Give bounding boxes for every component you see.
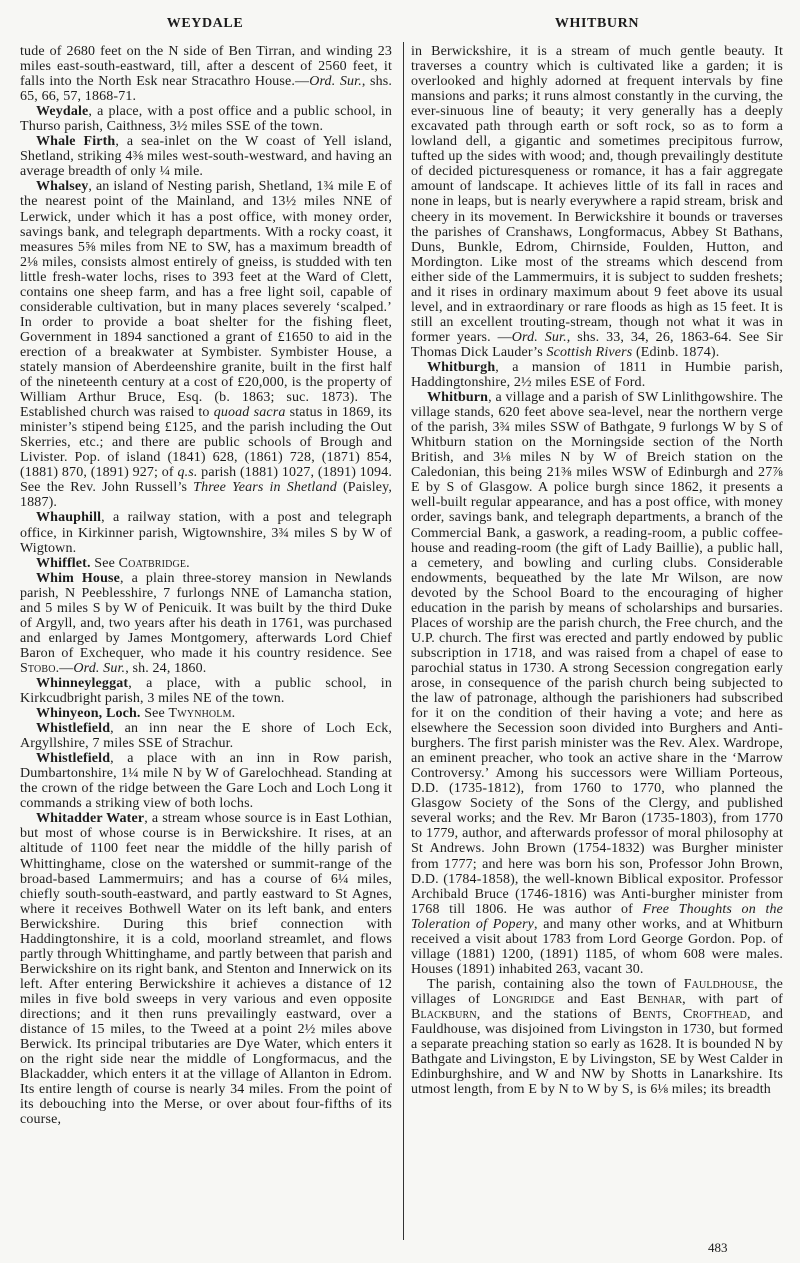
gazetteer-entry [20,510,392,555]
italic-text: Scottish Rivers [546,344,633,360]
entry-text: See [90,555,119,571]
cross-reference: Stobo [20,660,56,676]
entry-text: , shs. 65, 66, 57, 1868-71. [20,74,392,105]
gazetteer-entry [411,44,783,360]
gazetteer-entry [411,360,783,390]
entry-headword: Whitburn [427,390,489,406]
cross-reference: Crofthead [683,1007,748,1022]
running-header-right: WHITBURN [554,16,640,31]
entry-text: parish (1881) 1027, (1891) 1094. See the Rev. John Russell’s [20,465,392,496]
cross-reference: Twynholm [168,706,232,722]
entry-text: , a sea-inlet on the W coast of Yell island, Shetland, striking 4⅜ miles west-south-westward, and having an average breadth of only ¼ mile. [20,134,392,180]
entry-text: , [667,1007,684,1022]
cross-reference: Bents [632,1007,668,1022]
entry-headword: Whistlefield [36,721,111,737]
entry-text: , a stream whose source is in East Lothian, but most of whose course is in Berwickshire. It rises, at an altitude of 1100 feet near the middle of the hilly parish of Whittinghame, close on the watershed or summit-range of the broad-based Lammermuirs; and has a course of 6¼ miles, chiefly south-south-eastward, and partly eastward to St Agnes, where it receives Bothwell Water on its left bank, and enters Berwickshire. During this brief connection with Haddingtonshire, it is a cold, moorland streamlet, and flows partly through Whittinghame, and partly between that parish and Berwickshire on its right bank, and Stenton and Innerwick on its left. After entering Berwickshire it achieves a distance of 12 miles in five bold sweeps in very various and even opposite directions; and it then runs prevailingly eastward, over a distance of 15 miles, to the Tweed at a point 2½ miles above Berwick. Its principal tributaries are Dye Water, which enters it on the right side near the middle of Longformacus, and the Blackadder, which enters it at the village of Allanton in Edrom. Its entire length of course is nearly 34 miles. From the point of its debouching into the Merse, or over about four-fifths of its course, [20,811,392,1128]
entry-text: , and the stations of [476,1007,633,1022]
entry-text: , a village and a parish of SW Linlithgowshire. The village stands, 620 feet above sea-level, near the northern verge of the parish, 3¾ miles SSW of Bathgate, 9 furlongs W by S of Whitburn station on the Morningside section of the North British, and 3⅛ miles N by W of Breich station on the Caledonian, this being 21⅜ miles WSW of Edinburgh and 27⅞ E by S of Glasgow. A police burgh since 1862, it presents a well-built regular appearance, and has a post office, with money order, savings bank, and telegraph departments, a branch of the Commercial Bank, a gaswork, a reading-room, a public coffee-house and reading-room (the gift of Lady Baillie), a public hall, a cemetery, and bowling and curling clubs. Considerable endowments, bequeathed by the late Mr Wilson, are now devoted by the School Board to the encouraging of higher education in the parish by means of scholarships and bursaries. Places of worship are the parish church, the Free church, and the U.P. church. The first was erected and partly endowed by public subscription in 1718, and was raised from a chapel of ease to parochial status in 1730. A strong Secession congregation early arose, in consequence of the parish church being subjected to the law of patronage, although the parishioners had subscribed for it on the condition of their having a vote; and here as elsewhere the Secession soon divided into Burghers and Anti-burghers. The first parish minister was the Rev. Alex. Wardrope, an eminent preacher, who took an active share in the ‘Marrow Controversy.’ Among his successors were William Porteous, D.D. (1735-1812), from 1760 to 1770, who planned the Glasgow Society of the Sons of the Clergy, and published several works; and the Rev. Mr Baron (1735-1803), from 1770 to 1779, author, and afterwards professor of moral philosophy at St Andrews. John Brown (1754-1832) was Burgher minister from 1777; and here was born his son, Professor John Brown, D.D. (1784-1858), the well-known Biblical expositor. Professor Archibald Bruce (1746-1816) was Anti-burgher minister from 1768 till 1806. He was author of [411,390,783,917]
entry-headword: Whim House [36,570,120,586]
gazetteer-entry [20,44,392,104]
gazetteer-entry [20,751,392,811]
left-column [20,44,392,1127]
entry-headword: Whale Firth [36,134,116,150]
entry-text: .— [55,660,74,676]
entry-text: (Paisley, 1887). [20,480,392,511]
italic-text: Three Years in Shetland [193,480,337,496]
entry-text: tude of 2680 feet on the N side of Ben Tirran, and winding 23 miles east-south-eastward, till, after a descent of 2560 feet, it falls into the North Esk near Stracathro House.— [20,44,392,90]
gazetteer-entry [20,676,392,706]
column-divider [403,42,404,1240]
entry-text: , and Fauldhouse, was disjoined from Livingston in 1730, but formed a separate preaching station so early as 1628. It is bounded N by Bathgate and Livingston, E by Livingston, SE by West Calder in Edinburghshire, and W and NW by Shotts in Lanarkshire. Its utmost length, from E by N to W by S, is 6⅛ miles; its breadth [411,1007,783,1098]
entry-headword: Whinneyleggat [36,675,129,691]
entry-text: , with part of [682,991,783,1007]
entry-text: , and many other works, and at Whitburn received a visit about 1783 from Lord George Gordon. Pop. of village (1881) 1200, (1891) 1185, of whom 608 were males. Houses (1891) inhabited 263, vacant 30. [411,916,783,977]
entry-text: , a railway station, with a post and telegraph office, in Kirkinner parish, Wigtownshire, 3¾ miles S by W of Wigtown. [20,510,392,556]
gazetteer-entry [20,556,392,571]
entry-headword: Weydale [36,104,89,120]
right-column [411,44,783,1097]
entry-text: status in 1869, its minister’s stipend being £125, and the parish including the Out Skerries, etc.; and there are public schools of Brough and Livister. Pop. of island (1841) 628, (1861) 728, (1871) 854, (1881) 870, (1891) 927; of [20,405,392,481]
italic-text: Ord. Sur. [73,660,126,676]
entry-text: , an inn near the E shore of Loch Eck, Argyllshire, 7 miles SSE of Strachur. [20,721,392,752]
gazetteer-entry [20,571,392,676]
entry-text: , the villages of [411,976,783,1007]
entry-text: , shs. 33, 34, 26, 1863-64. See Sir Thomas Dick Lauder’s [411,329,783,360]
italic-text: Ord. Sur. [511,329,567,345]
entry-headword: Whinyeon, Loch. [36,706,141,722]
entry-text: , a place, with a public school, in Kirkcudbright parish, 3 miles NE of the town. [20,675,392,707]
entry-headword: Whistlefield [36,751,111,767]
entry-headword: Whifflet. [36,555,91,571]
entry-text: , a mansion of 1811 in Humbie parish, Haddingtonshire, 2½ miles ESE of Ford. [411,359,783,391]
entry-headword: Whauphill [36,510,102,526]
gazetteer-entry [411,390,783,977]
entry-text: See [140,706,169,722]
entry-text: and East [554,991,638,1007]
page-number: 483 [708,1240,728,1255]
entry-text: , a place with an inn in Row parish, Dumbartonshire, 1¼ mile N by W of Garelochhead. Standing at the crown of the ridge between the Gare Loch and Loch Long it commands a striking view of both lochs. [20,751,392,812]
italic-text: quoad sacra [213,405,286,421]
gazetteer-entry [411,977,783,1097]
entry-text: , sh. 24, 1860. [125,660,207,676]
cross-reference: Benhar [637,991,683,1007]
entry-text: (Edinb. 1874). [632,344,720,360]
italic-text: Free Thoughts on the Toleration of Popery [411,901,783,932]
gazetteer-entry [20,706,392,721]
cross-reference: Fauldhouse [683,976,755,992]
italic-text: Ord. Sur. [309,74,362,90]
entry-text: , a plain three-storey mansion in Newlands parish, N Peeblesshire, 7 furlongs NNE of Lamancha station, and 5 miles S by W of Penicuik. It was built by the third Duke of Argyll, and, two years after his death in 1761, was purchased and enlarged by James Montgomery, afterwards Lord Chief Baron of Exchequer, who made it his country residence. See [20,570,392,661]
cross-reference: Coatbridge [118,555,187,571]
entry-text: in Berwickshire, it is a stream of much gentle beauty. It traverses a country which is cultivated like a garden; it is overlooked and highly adorned at frequent intervals by fine mansions and parks; it runs almost constantly in the curving, the ever-sinuous line of beauty; it very generally has a deeply excavated path through earth or soft rock, so as to form a lowland dell, a gigantic and sometimes precipitous furrow, tufted up the sides with wood; and, though prevailingly destitute of decided picturesqueness or romance, it has a fair aggregate amount of landscape. It achieves little of its fall in races and none in leaps, but is nearly everywhere a rapid stream, brisk and cheery in its movement. In Berwickshire it bounds or traverses the parishes of Cranshaws, Longformacus, Abbey St Bathans, Duns, Bunkle, Edrom, Chirnside, Foulden, Hutton, and Mordington. Like most of the streams which descend from either side of the Lammermuirs, it is subject to sudden freshets; and it rises in ordinary maximum about 9 feet above its usual level, and in extraordinary or rare floods as high as 15 feet. It is still an excellent trouting-stream, though not what it was in former years. — [411,44,783,345]
gazetteer-entry [20,134,392,179]
italic-text: q.s. [177,465,198,481]
entry-text: , a place, with a post office and a public school, in Thurso parish, Caithness, 3½ miles SSE of the town. [20,104,392,135]
entry-headword: Whitadder Water [36,811,145,827]
entry-headword: Whitburgh [427,359,496,375]
cross-reference: Blackburn [411,1007,477,1022]
gazetteer-entry [20,104,392,134]
cross-reference: Longridge [492,991,555,1007]
gazetteer-entry [20,179,392,510]
entry-headword: Whalsey [36,179,89,195]
entry-text: . [231,706,236,722]
entry-text: , an island of Nesting parish, Shetland, 1¾ mile E of the nearest point of the Mainland, and 13½ miles NNE of Lerwick, under which it has a post office, with money order, savings bank, and telegraph departments. With a rocky coast, it measures 5⅝ miles from NE to SW, has a maximum breadth of 2⅛ miles, consists almost entirely of gneiss, is studded with ten little fresh-water lochs, rises to 393 feet at the Ward of Clett, contains one sheep farm, and has a free light soil, capable of considerable cultivation, but in many places severely ‘scalped.’ In order to provide a boat shelter for the fishing fleet, Government in 1894 sanctioned a grant of £1650 to aid in the erection of a breakwater at Symbister. Symbister House, a stately mansion of Aberdeenshire granite, built in the first half of the nineteenth century at a cost of £20,000, is the property of William Arthur Bruce, Esq. (b. 1863; suc. 1873). The Established church was raised to [20,179,392,421]
entry-text: . [186,555,190,571]
gazetteer-entry [20,811,392,1127]
entry-text: The parish, containing also the town of [427,976,684,992]
running-header-left: WEYDALE [166,16,244,31]
gazetteer-entry [20,721,392,751]
